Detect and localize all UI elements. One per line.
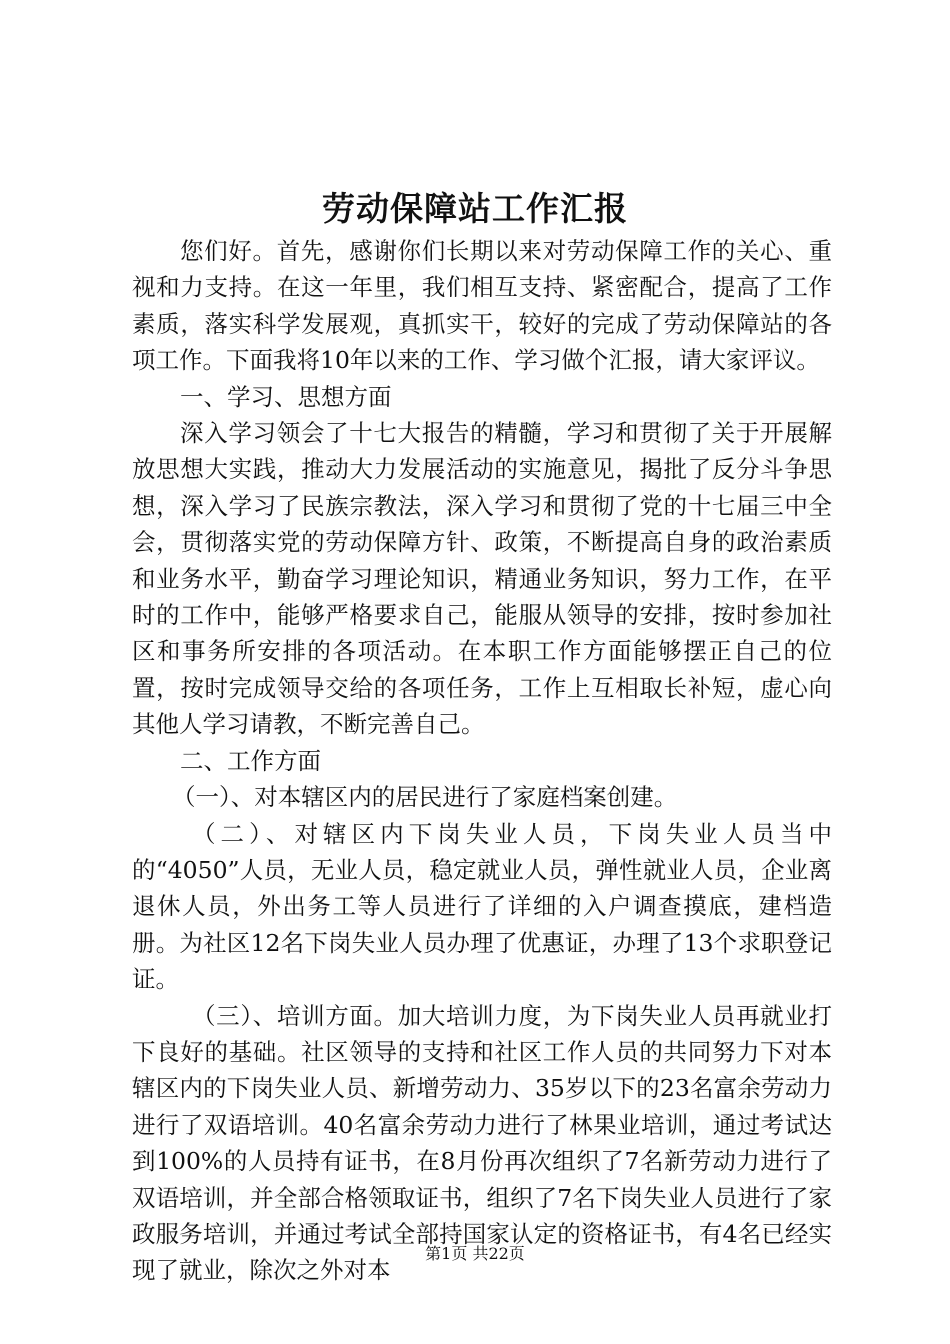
document-title: 劳动保障站工作汇报 (322, 189, 628, 228)
paragraph-work-item-1: （一）、对本辖区内的居民进行了家庭档案创建。 (172, 783, 678, 812)
section-heading-work: 二、工作方面 (180, 746, 321, 775)
paragraph-study: 深入学习领会了十七大报告的精髓，学习和贯彻了关于开展解放思想大实践，推动大力发展活动的实施意见，揭批了反分斗争思想，深入学习了民族宗教法，深入学习和贯彻了党的十七届三中全会，贯彻落实党的劳动保障方针、政策，不断提高自身的政治素质和业务水平，勤奋学习理论知识，精通业务知识，努力工作，在平时的工作中，能够严格要求自己，能服从领导的安排，按时参加社区和事务所安排的各项活动。在本职工作方面能够摆正自己的位置，按时完成领导交给的各项任务，工作上互相取长补短，虚心向其他人学习请教，不断完善自己。 (132, 419, 832, 739)
paragraph-work-item-3: （三）、培训方面。加大培训力度，为下岗失业人员再就业打下良好的基础。社区领导的支持和社区工作人员的共同努力下对本辖区内的下岗失业人员、新增劳动力、35岁以下的23名富余劳动力进行了双语培训。40名富余劳动力进行了林果业培训，通过考试达到100%的人员持有证书，在8月份再次组织了7名新劳动力进行了双语培训，并全部合格领取证书，组织了7名下岗失业人员进行了家政服务培训，并通过考试全部持国家认定的资格证书，有4名已经实现了就业，除次之外对本 (132, 1001, 832, 1285)
page-number-footer: 第1页 共22页 (425, 1244, 525, 1263)
section-heading-study: 一、学习、思想方面 (180, 382, 392, 411)
paragraph-work-item-2: （二）、对辖区内下岗失业人员，下岗失业人员当中的“4050”人员，无业人员，稳定就业人员，弹性就业人员，企业离退休人员，外出务工等人员进行了详细的入户调查摸底，建档造册。为社区12名下岗失业人员办理了优惠证，办理了13个求职登记证。 (132, 819, 832, 994)
document-body (132, 233, 832, 1289)
paragraph-intro: 您们好。首先，感谢你们长期以来对劳动保障工作的关心、重视和力支持。在这一年里，我们相互支持、紧密配合，提高了工作素质，落实科学发展观，真抓实干，较好的完成了劳动保障站的各项工作。下面我将10年以来的工作、学习做个汇报，请大家评议。 (132, 237, 832, 375)
